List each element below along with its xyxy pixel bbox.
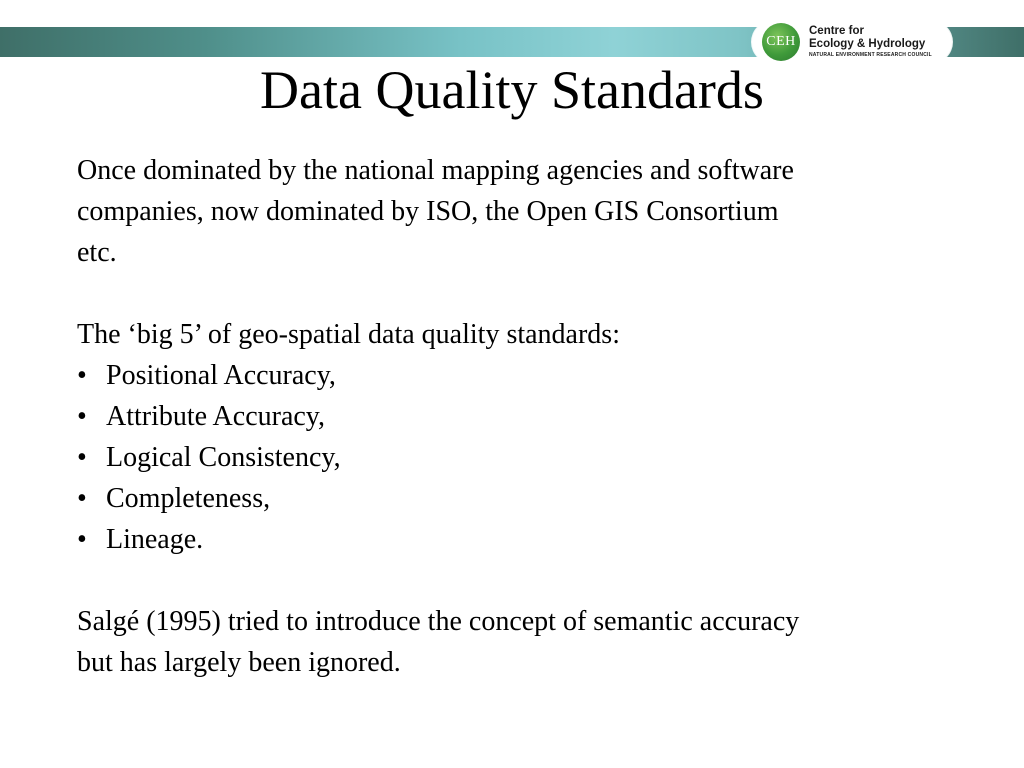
bullet-text: Lineage. (106, 524, 204, 555)
spacer (77, 560, 977, 601)
list-item (77, 478, 977, 519)
bullet-text: Completeness, (106, 483, 271, 514)
bullet-text: Logical Consistency, (106, 442, 341, 473)
list-item (77, 355, 977, 396)
logo-text (809, 25, 932, 59)
paragraph-line: etc. (77, 237, 117, 268)
paragraph-line: Once dominated by the national mapping agencies and software (77, 155, 794, 186)
bullet-icon: • (77, 442, 87, 473)
closing-line: but has largely been ignored. (77, 647, 401, 678)
big-5-intro: The ‘big 5’ of geo-spatial data quality standards: (77, 319, 620, 350)
bullet-list (77, 355, 977, 560)
logo-line-centre-for: Centre for (809, 25, 864, 37)
spacer (77, 273, 977, 314)
list-item (77, 437, 977, 478)
list-item (77, 396, 977, 437)
slide-body (77, 150, 977, 683)
paragraph-line: companies, now dominated by ISO, the Open GIS Consortium (77, 196, 779, 227)
bullet-text: Attribute Accuracy, (106, 401, 325, 432)
list-item (77, 519, 977, 560)
logo-line-nerc: NATURAL ENVIRONMENT RESEARCH COUNCIL (809, 52, 932, 58)
bullet-icon: • (77, 524, 87, 555)
bullet-icon: • (77, 401, 87, 432)
ceh-emblem-text: CEH (766, 34, 796, 49)
bullet-icon: • (77, 360, 87, 391)
logo-line-ecology-hydrology: Ecology & Hydrology (809, 38, 926, 50)
slide-title: Data Quality Standards (260, 60, 764, 120)
bullet-text: Positional Accuracy, (106, 360, 336, 391)
closing-line: Salgé (1995) tried to introduce the concept of semantic accuracy (77, 606, 800, 637)
bullet-icon: • (77, 483, 87, 514)
